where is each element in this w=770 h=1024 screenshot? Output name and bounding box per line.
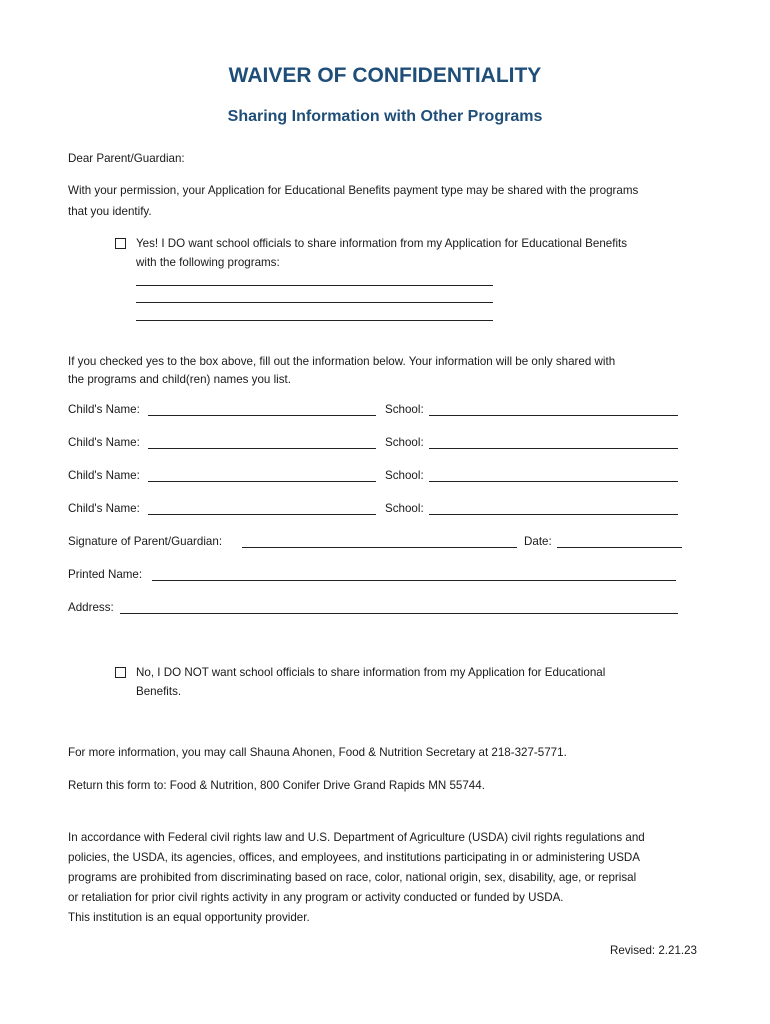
civil-rights-line-1: In accordance with Federal civil rights law and U.S. Department of Agriculture (USDA) civil rights regulations and: [68, 831, 645, 844]
intro-line-1: With your permission, your Application for Educational Benefits payment type may be shared with the programs: [68, 184, 639, 197]
school-label: School:: [385, 502, 424, 515]
instruction-line-1: If you checked yes to the box above, fill out the information below. Your information will be only shared with: [68, 355, 616, 368]
school-line[interactable]: [429, 481, 678, 482]
school-line[interactable]: [429, 448, 678, 449]
date-label: Date:: [524, 535, 552, 548]
no-checkbox[interactable]: [115, 667, 126, 678]
intro-line-2: that you identify.: [68, 205, 152, 218]
yes-option-line-1: Yes! I DO want school officials to share information from my Application for Educational Benefits: [136, 237, 628, 250]
school-label: School:: [385, 469, 424, 482]
child-name-line[interactable]: [148, 481, 376, 482]
return-address: Return this form to: Food & Nutrition, 800 Conifer Drive Grand Rapids MN 55744.: [68, 779, 485, 792]
date-line[interactable]: [557, 547, 682, 548]
printed-name-label: Printed Name:: [68, 568, 143, 581]
greeting: Dear Parent/Guardian:: [68, 152, 185, 165]
page-subtitle: Sharing Information with Other Programs: [227, 108, 543, 125]
program-line-2[interactable]: [136, 302, 493, 303]
program-line-3[interactable]: [136, 320, 493, 321]
child-name-line[interactable]: [148, 448, 376, 449]
school-label: School:: [385, 436, 424, 449]
yes-checkbox[interactable]: [115, 238, 126, 249]
address-line[interactable]: [120, 613, 678, 614]
printed-name-line[interactable]: [152, 580, 676, 581]
civil-rights-line-3: programs are prohibited from discriminating based on race, color, national origin, sex, disability, age, or reprisal: [68, 871, 637, 884]
child-name-line[interactable]: [148, 514, 376, 515]
signature-label: Signature of Parent/Guardian:: [68, 535, 223, 548]
civil-rights-line-2: policies, the USDA, its agencies, offices, and employees, and institutions participating in or administering USDA: [68, 851, 641, 864]
civil-rights-line-5: This institution is an equal opportunity provider.: [68, 911, 310, 924]
child-name-label: Child's Name:: [68, 403, 140, 416]
address-label: Address:: [68, 601, 114, 614]
civil-rights-line-4: or retaliation for prior civil rights activity in any program or activity conducted or funded by USDA.: [68, 891, 564, 904]
child-name-label: Child's Name:: [68, 469, 140, 482]
signature-line[interactable]: [242, 547, 517, 548]
instruction-line-2: the programs and child(ren) names you list.: [68, 373, 291, 386]
school-label: School:: [385, 403, 424, 416]
child-name-label: Child's Name:: [68, 502, 140, 515]
revised-date: Revised: 2.21.23: [610, 944, 698, 957]
page-title: WAIVER OF CONFIDENTIALITY: [228, 64, 542, 87]
child-name-label: Child's Name:: [68, 436, 140, 449]
contact-info: For more information, you may call Shauna Ahonen, Food & Nutrition Secretary at 218-327-5771.: [68, 746, 567, 759]
yes-option-line-2: with the following programs:: [136, 256, 280, 269]
school-line[interactable]: [429, 514, 678, 515]
child-name-line[interactable]: [148, 415, 376, 416]
school-line[interactable]: [429, 415, 678, 416]
no-option-line-1: No, I DO NOT want school officials to share information from my Application for Educational: [136, 666, 606, 679]
no-option-line-2: Benefits.: [136, 685, 182, 698]
program-line-1[interactable]: [136, 285, 493, 286]
